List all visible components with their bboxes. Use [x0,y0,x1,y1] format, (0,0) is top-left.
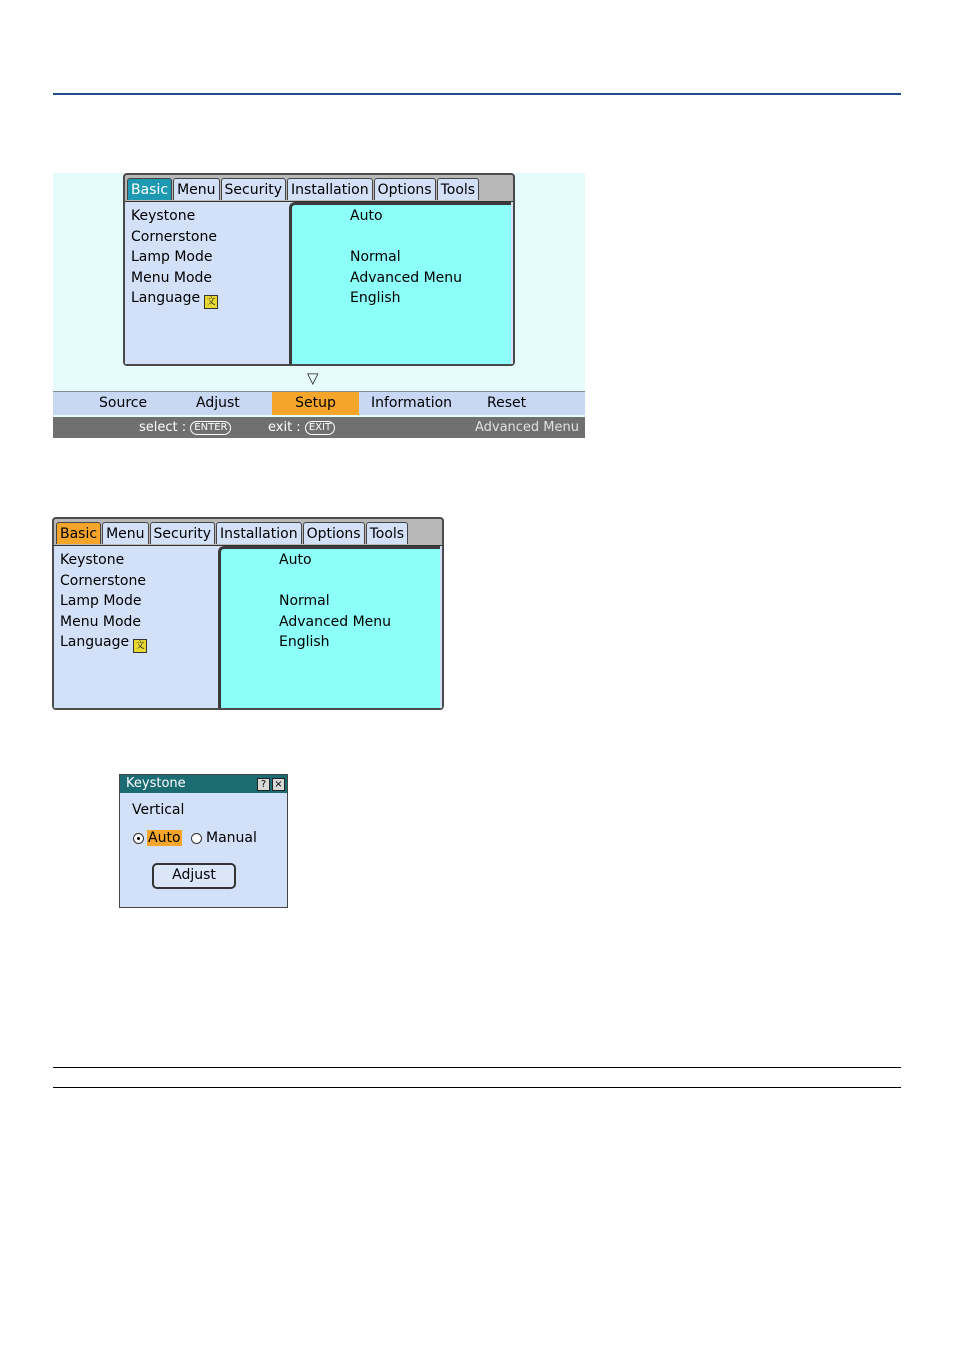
menu-item-language-label-2: Language [60,634,130,650]
value-panel [289,202,511,364]
menu-item-menu-mode-2[interactable]: Menu Mode [60,613,142,630]
menu-body-2 [54,545,442,708]
menu-item-cornerstone[interactable]: Cornerstone [131,228,217,245]
menu-labels-2 [60,550,147,653]
menu-item-keystone-2[interactable]: Keystone [60,552,125,568]
menu-mode-indicator: Advanced Menu [474,420,579,435]
select-hint [139,417,231,438]
language-flag-icon: 文 [204,295,218,309]
close-icon[interactable]: × [272,778,285,791]
keystone-dialog [119,774,288,908]
main-nav-bar [53,391,585,415]
menu-tabs [127,178,480,200]
tab-installation-2[interactable]: Installation [216,522,302,544]
exit-label: exit : [268,420,301,435]
vertical-label: Vertical [132,802,185,818]
value-language: English [350,290,401,306]
tab-options-2[interactable]: Options [303,522,365,544]
radio-auto[interactable] [133,833,144,844]
help-icon[interactable]: ? [257,778,270,791]
tab-basic-2[interactable]: Basic [56,522,101,544]
menu-item-language-2[interactable] [60,632,147,653]
option-auto-label[interactable]: Auto [148,830,181,846]
value-menu-mode: Advanced Menu [350,269,463,286]
tab-installation[interactable]: Installation [287,178,373,200]
enter-key: ENTER [190,421,231,435]
adjust-button[interactable]: Adjust [152,863,236,889]
full-menu-screen [53,173,585,438]
menu-item-language-label: Language [131,290,201,306]
value-language-2: English [279,634,330,650]
tab-security-2[interactable]: Security [150,522,216,544]
menu-item-lamp-mode[interactable]: Lamp Mode [131,249,213,265]
menu-window-2 [52,517,444,710]
value-menu-mode-2: Advanced Menu [279,613,392,630]
value-panel-2 [218,546,440,708]
tab-tools[interactable]: Tools [437,178,480,200]
menu-item-keystone[interactable]: Keystone [131,208,196,224]
footer-rule-2 [53,1087,901,1088]
tab-security[interactable]: Security [221,178,287,200]
nav-reset[interactable]: Reset [487,395,527,411]
exit-key: EXIT [305,421,335,435]
menu-item-lamp-mode-2[interactable]: Lamp Mode [60,593,142,609]
value-lamp-mode-2: Normal [279,593,330,609]
footer-rule-1 [53,1067,901,1068]
header-rule [53,93,901,95]
nav-source[interactable]: Source [99,395,148,411]
menu-values-2 [279,550,391,653]
dialog-title: Keystone [126,776,186,791]
language-flag-icon: 文 [133,639,147,653]
tab-menu[interactable]: Menu [173,178,219,200]
nav-adjust[interactable]: Adjust [196,395,240,411]
menu-item-menu-mode[interactable]: Menu Mode [131,269,213,286]
menu-item-cornerstone-2[interactable]: Cornerstone [60,572,146,589]
exit-hint [268,417,335,438]
nav-setup[interactable]: Setup [272,392,359,415]
menu-body [125,201,513,364]
status-bar [53,417,585,438]
select-label: select : [139,420,187,435]
menu-labels [131,206,218,309]
menu-window [123,173,515,366]
tab-basic[interactable]: Basic [127,178,172,200]
radio-manual[interactable] [191,833,202,844]
menu-values [350,206,462,309]
down-triangle-icon[interactable]: ▽ [307,369,319,387]
option-manual-label[interactable]: Manual [206,830,257,846]
value-keystone-2: Auto [279,552,312,568]
menu-item-language[interactable] [131,288,218,309]
dialog-title-bar [120,775,287,793]
menu-tabs-2 [56,522,409,544]
nav-information[interactable]: Information [371,395,453,411]
value-cornerstone [350,227,462,248]
value-lamp-mode: Normal [350,249,401,265]
value-cornerstone-2 [279,571,391,592]
tab-menu-2[interactable]: Menu [102,522,148,544]
tab-options[interactable]: Options [374,178,436,200]
tab-tools-2[interactable]: Tools [366,522,409,544]
value-keystone: Auto [350,208,383,224]
